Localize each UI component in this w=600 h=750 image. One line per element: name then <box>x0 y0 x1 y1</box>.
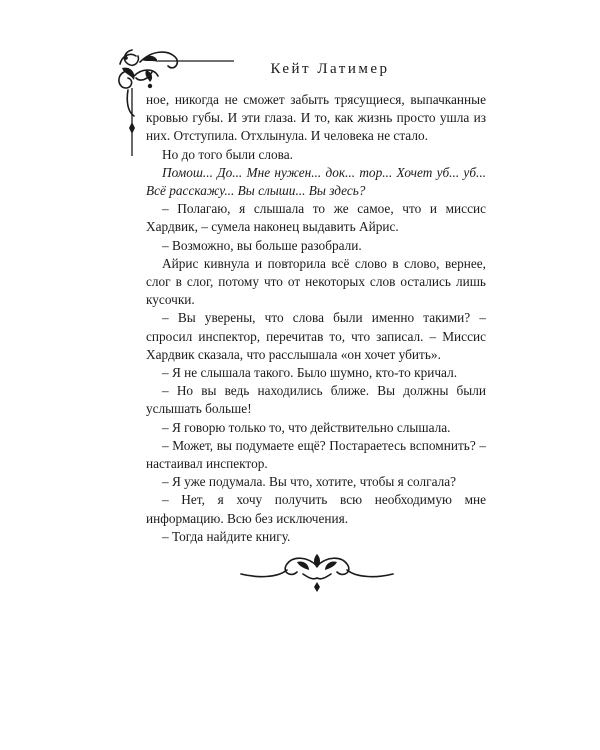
end-ornament-icon <box>237 548 397 598</box>
paragraph: – Может, вы подумаете ещё? Постараетесь вспомнить? – настаивал инспектор. <box>146 437 486 472</box>
paragraph: – Но вы ведь находились ближе. Вы должны были услышать больше! <box>146 383 486 417</box>
paragraph: ное, никогда не сможет забыть трясущиеся, выпачканные кровью губы. И эти глаза. И то, как жизнь просто ушла из них. Отступила. Отхлынула. И человека не стало. <box>146 92 486 144</box>
body-text <box>146 91 486 546</box>
paragraph: – Возможно, вы больше разобрали. <box>162 237 362 253</box>
paragraph: – Я говорю только то, что действительно слышала. <box>162 419 451 435</box>
paragraph: – Полагаю, я слышала то же самое, что и миссис Хардвик, – сумела наконец выдавить Айрис. <box>146 201 486 235</box>
paragraph: Айрис кивнула и повторила всё слово в слово, вернее, слог в слог, потому что от некоторых слов остались лишь кусочки. <box>146 255 486 308</box>
paragraph: – Нет, я хочу получить всю необходимую мне информацию. Всю без исключения. <box>146 492 486 526</box>
paragraph: – Я уже подумала. Вы что, хотите, чтобы я солгала? <box>162 474 457 490</box>
paragraph: – Тогда найдите книгу. <box>162 528 291 544</box>
running-title: Кейт Латимер <box>270 61 390 77</box>
paragraph: Помош... До... Мне нужен... док... тор... Хочет уб... уб... Всё расскажу... Вы слыши... Вы здесь? <box>146 164 486 199</box>
paragraph: – Вы уверены, что слова были именно такими? – спросил инспектор, перечитав то, что записал. – Миссис Хардвик сказала, что расслышала «он хочет убить». <box>146 310 486 362</box>
paragraph: – Я не слышала такого. Было шумно, кто-то кричал. <box>162 365 458 381</box>
paragraph: Но до того были слова. <box>162 146 293 162</box>
